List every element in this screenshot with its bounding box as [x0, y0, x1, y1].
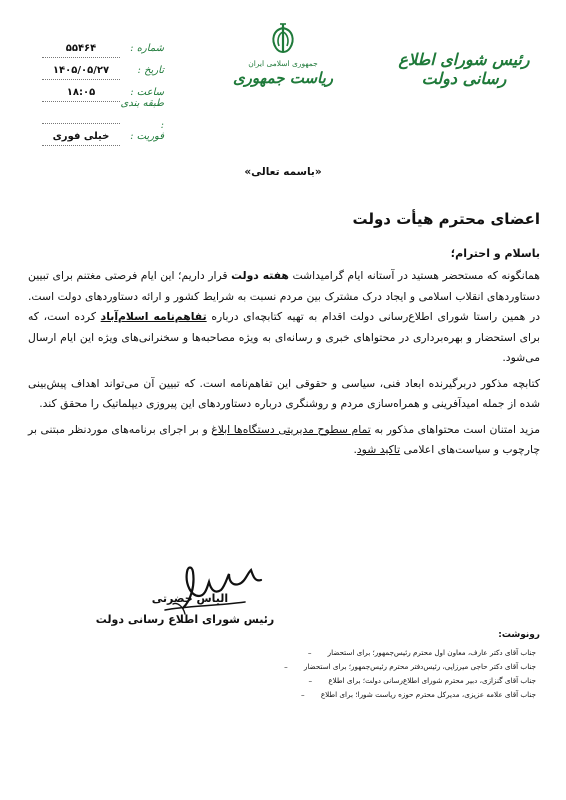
meta-date-value: ۱۴۰۵/۰۵/۲۷	[42, 63, 120, 80]
p1-text-a: همانگونه که مستحضر هستید در آستانه ایام گرامیداشت	[288, 269, 540, 282]
meta-classification-value	[42, 107, 120, 124]
dash-icon: –	[301, 690, 305, 699]
meta-time-value: ۱۸:۰۵	[42, 85, 120, 102]
meta-urgency-label: فوریت :	[130, 131, 164, 142]
cc-item-text: جناب آقای علامه عزیزی، مدیرکل محترم حوزه ریاست شورا؛ برای اطلاع	[320, 690, 536, 699]
letter-meta	[42, 38, 164, 148]
p1-text-c: کرده است، که برای استحضار و بهره‌برداری در محتواهای خبری و رسانه‌ای به ویژه مصاحبه‌ها و سخنرانی‌های ویژه این ایام ارسال می‌شود.	[28, 310, 540, 364]
cc-item-text: جناب آقای گنزازی، دبیر محترم شورای اطلاع‌رسانی دولت؛ برای اطلاع	[328, 676, 536, 685]
p1-text-b: قرار داریم؛ این ایام فرصتی مغتنم برای تبیین دستاوردهای انقلاب اسلامی و ایجاد درک مشترک بین مردم نسبت به شرایط کشور و ارائه دستاوردهای دولت است. در همین راستا شورای اطلاع‌رسانی دولت اقدام به تهیه کتابچه‌ای درباره	[28, 269, 541, 323]
header-brand: رئیس شورای اطلاع رسانی دولت	[398, 50, 530, 88]
signer-name: الیاس حضرتی	[151, 592, 229, 605]
recipient-heading: اعضای محترم هیأت دولت	[352, 210, 540, 228]
meta-urgency-value: خیلی فوری	[42, 129, 120, 146]
handwritten-signature-icon	[125, 556, 285, 618]
emblem-block	[228, 22, 338, 87]
p1-bold: هفته دولت	[231, 269, 289, 282]
signer-title: رئیس شورای اطلاع رسانی دولت	[95, 613, 275, 626]
emblem-country: جمهوری اسلامی ایران	[248, 59, 318, 68]
meta-date-label: تاریخ :	[137, 65, 164, 76]
dash-icon: –	[308, 676, 313, 685]
iran-emblem-icon	[268, 22, 298, 56]
emblem-presidency: ریاست جمهوری	[232, 69, 334, 87]
list-item	[60, 646, 536, 660]
cc-item-text: جناب آقای دکتر حاجی میرزایی، رئیس‌دفتر محترم رئیس‌جمهور؛ برای استحضار	[303, 662, 536, 671]
meta-classification	[42, 98, 164, 131]
paragraph-3	[28, 420, 540, 461]
meta-number	[42, 38, 164, 60]
cc-label: رونوشت:	[498, 630, 540, 640]
meta-number-value: ۵۵۴۶۴	[42, 41, 120, 58]
meta-urgency	[42, 126, 164, 148]
meta-number-label: شماره :	[130, 43, 164, 54]
dash-icon: –	[307, 648, 312, 657]
list-item	[60, 674, 536, 688]
meta-classification-label: طبقه بندی :	[120, 98, 164, 131]
cc-list	[60, 646, 536, 702]
p3-text-c: .	[353, 443, 357, 456]
bismillah: «باسمه تعالی»	[244, 166, 322, 178]
list-item	[60, 660, 536, 674]
list-item	[60, 688, 536, 702]
cc-item-text: جناب آقای دکتر عارف، معاون اول محترم رئیس‌جمهور؛ برای استحضار	[327, 648, 536, 657]
p3-underline-1: تمام سطوح مدیریتی دستگاه‌ها ابلاغ	[211, 422, 371, 436]
paragraph-1	[28, 266, 540, 369]
meta-date	[42, 60, 164, 82]
greeting: باسلام و احترام؛	[450, 247, 540, 260]
p1-underline: تفاهم‌نامه اسلام‌آباد	[100, 310, 207, 323]
p3-text-a: مزید امتنان است محتواهای مذکور به	[370, 422, 540, 436]
paragraph-2: کتابچه مذکور دربرگیرنده ابعاد فنی، سیاسی و حقوقی این تفاهم‌نامه است. که تبیین آن می‌تواند اهداف پیش‌بینی شده از جمله امیدآفرینی و همراه‌سازی مردم و روشنگری درباره دستاوردهای این پیروزی دیپلماتیک را محقق کند.	[28, 376, 540, 410]
dash-icon: –	[284, 662, 288, 671]
letter-body	[28, 266, 540, 466]
meta-time-label: ساعت :	[130, 87, 164, 98]
p3-text-b: و بر اجرای برنامه‌های موردنظر مبتنی بر چارچوب و سیاست‌های اعلامی	[28, 422, 540, 456]
p3-underline-2: تاکید شود	[356, 443, 401, 456]
